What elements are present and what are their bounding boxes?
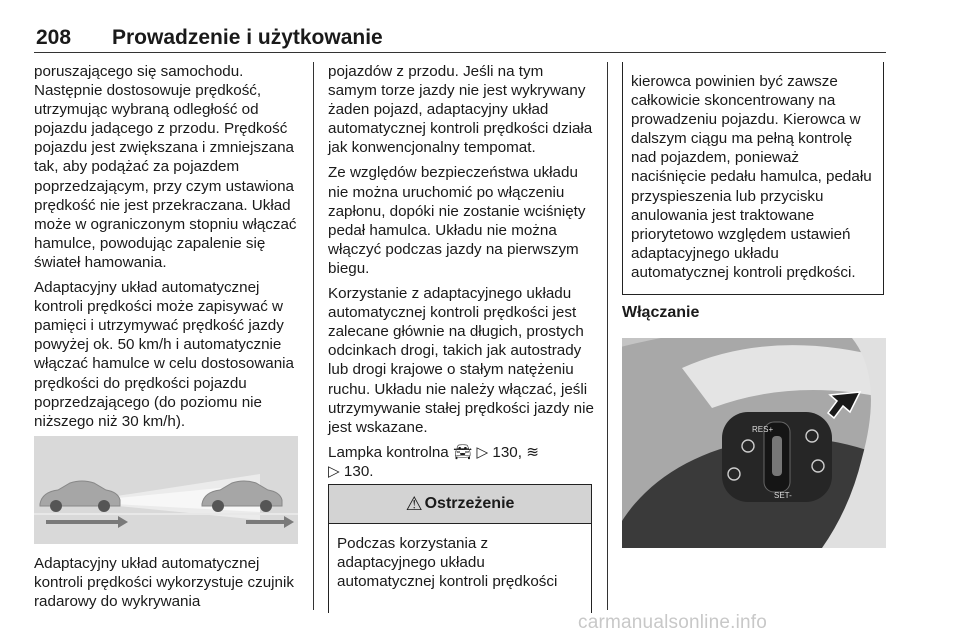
radar-illustration (34, 436, 298, 544)
set-label: SET- (774, 491, 792, 500)
chapter-title: Prowadzenie i użytkowanie (112, 26, 383, 49)
warning-box-continued (622, 62, 884, 295)
header-divider (34, 52, 886, 53)
distance-lamp-icon: ≋ (526, 443, 539, 461)
paragraph: Korzystanie z adaptacyjnego układu automatycznej kontroli prędkości jest zalecane głównie na długich, prostych odcinkach drogi, takich jak autostrady lub drogi krajowe o stałym natężeniu ruchu. Układu nie należy włączać, jeśli utrzymywanie stałej prędkości jazdy nie jest wskazane. (328, 285, 594, 436)
car-lamp-icon: 🚘︎ (452, 443, 473, 461)
paragraph: poruszającego się samochodu. Następnie dostosowuje prędkość, utrzymując wybraną odległość od pojazdu jadącego z przodu. Prędkość pojazdu jest zwiększana i zmniejszana tak, aby podążać za pojazdem poprzedzającym, przy czym ustawiona prędkość nie jest przekraczana. Układ może w ograniczonym stopniu włączać hamulce, powodując zapalenie się świateł hamowania. (34, 63, 297, 271)
control-lamp-reference: Lampka kontrolna 🚘︎ ▷ 130, ≋ ▷ 130. (328, 443, 539, 480)
page-ref-arrow-icon: ▷ (328, 462, 340, 480)
page-number: 208 (36, 26, 72, 49)
warning-triangle-icon: ⚠ (405, 493, 423, 515)
warning-header (329, 485, 591, 524)
steering-wheel-photo (622, 338, 886, 548)
resume-label: RES+ (752, 425, 774, 434)
warning-title: Ostrzeżenie (424, 495, 515, 512)
radar-illustration-drawing (34, 436, 298, 544)
column-1 (34, 62, 302, 437)
figure-caption: Adaptacyjny układ automatycznej kontroli prędkości wykorzystuje czujnik radarowy do wykrywania (34, 555, 294, 611)
column-divider-2 (607, 62, 608, 610)
watermark: carmanualsonline.info (578, 612, 768, 633)
page-ref-arrow-icon: ▷ (476, 443, 489, 461)
warning-box (328, 484, 592, 613)
column-divider-1 (313, 62, 314, 610)
section-heading: Włączanie (622, 304, 700, 321)
paragraph: pojazdów z przodu. Jeśli na tym samym torze jazdy nie jest wykrywany żaden pojazd, adaptacyjny układ automatycznej kontroli prędkości działa jak konwencjonalny tempomat. (328, 63, 593, 157)
column-2 (328, 62, 596, 487)
steering-wheel-drawing (622, 338, 886, 548)
warning-body-continued: kierowca powinien być zawsze całkowicie skoncentrowany na prowadzeniu pojazdu. Kierowca w dalszym ciągu ma pełną kontrolę nad pojazdem, ponieważ naciśnięcie pedału hamulca, pedału przyspieszenia lub przycisku anulowania jest traktowane priorytetowo względem ustawień adaptacyjnego układu automatycznej kontroli prędkości. (631, 73, 872, 281)
paragraph: Adaptacyjny układ automatycznej kontroli prędkości może zapisywać w pamięci i utrzymywać prędkość jazdy powyżej ok. 50 km/h i automatycznie włączać hamulce w celu dostosowania prędkości do prędkości pojazdu poprzedzającego (do poziomu nie niższego niż 30 km/h). (34, 279, 295, 430)
paragraph: Ze względów bezpieczeństwa układu nie można uruchomić po włączeniu zapłonu, dopóki nie zostanie wciśnięty pedał hamulca. Układu nie można włączyć podczas jazdy na pierwszym biegu. (328, 164, 586, 277)
warning-body: Podczas korzystania z adaptacyjnego układu automatycznej kontroli prędkości (337, 535, 558, 591)
